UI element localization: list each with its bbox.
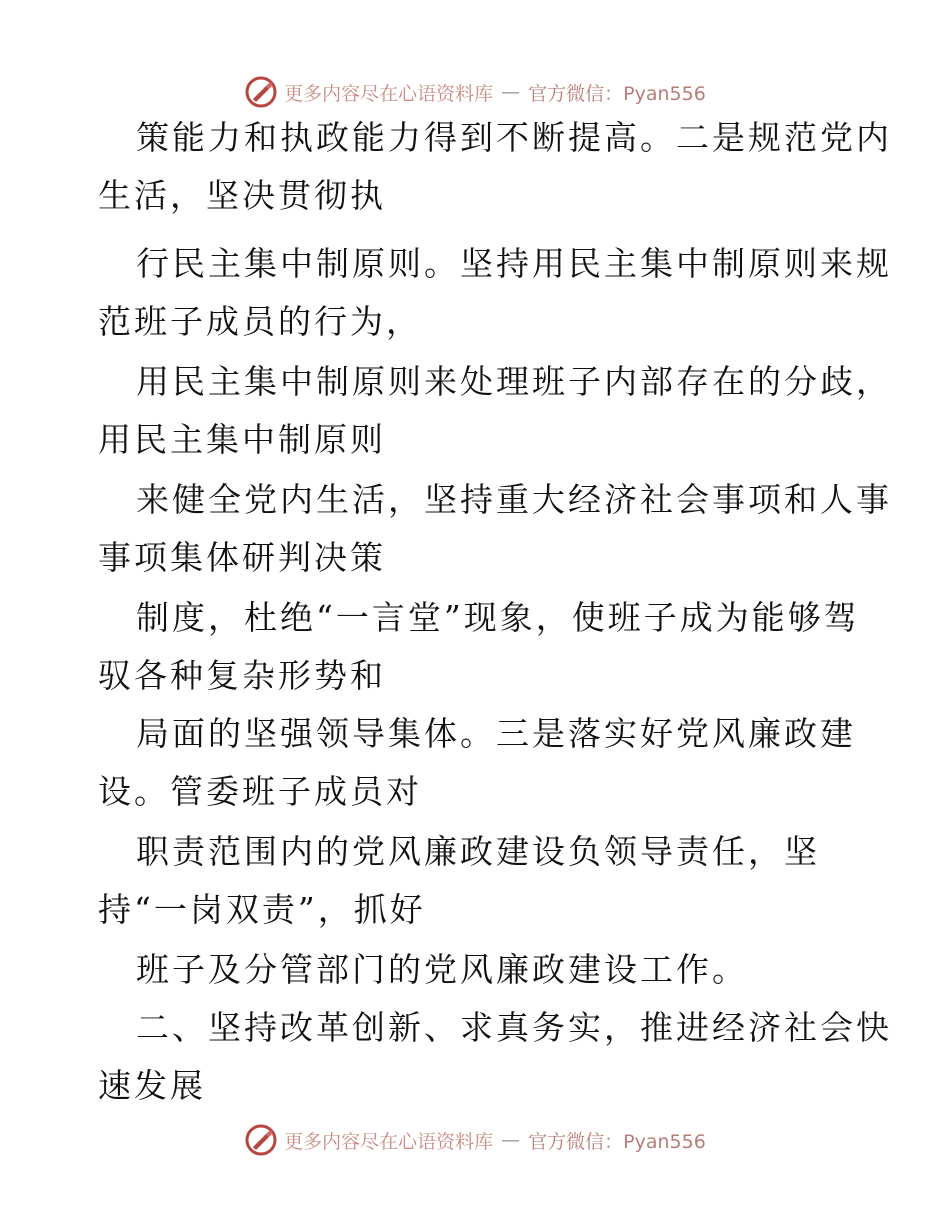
paragraph-5-line-1: 制度，杜绝“一言堂”现象，使班子成为能够驾 xyxy=(136,598,860,637)
header-watermark xyxy=(0,72,950,112)
watermark-left-text: 更多内容尽在心语资料库 xyxy=(284,82,494,105)
paragraph-3-line-2: 用民主集中制原则 xyxy=(98,420,386,459)
footer-watermark xyxy=(0,1120,950,1160)
pen-seal-icon xyxy=(244,1123,278,1157)
paragraph-7-line-2: 持“一岗双责”，抓好 xyxy=(98,890,426,929)
watermark-right-text: 官方微信：Pyan556 xyxy=(528,82,706,105)
watermark-right-text: 官方微信：Pyan556 xyxy=(528,1130,706,1153)
pen-seal-icon xyxy=(244,75,278,109)
paragraph-3-line-1: 用民主集中制原则来处理班子内部存在的分歧， xyxy=(136,362,892,401)
paragraph-5-line-2: 驭各种复杂形势和 xyxy=(98,656,386,695)
watermark-dash: — xyxy=(501,1129,521,1151)
paragraph-1-line-2: 生活，坚决贯彻执 xyxy=(98,176,386,215)
paragraph-6-line-1: 局面的坚强领导集体。三是落实好党风廉政建 xyxy=(136,714,856,753)
paragraph-4-line-1: 来健全党内生活，坚持重大经济社会事项和人事 xyxy=(136,480,892,519)
section-heading-line-1: 二、坚持改革创新、求真务实，推进经济社会快 xyxy=(136,1008,892,1047)
watermark-dash: — xyxy=(501,81,521,103)
paragraph-2-line-2: 范班子成员的行为， xyxy=(98,302,422,341)
section-heading-line-2: 速发展 xyxy=(98,1066,206,1105)
watermark-left-text: 更多内容尽在心语资料库 xyxy=(284,1130,494,1153)
paragraph-1-line-1: 策能力和执政能力得到不断提高。二是规范党内 xyxy=(136,118,892,157)
paragraph-2-line-1: 行民主集中制原则。坚持用民主集中制原则来规 xyxy=(136,244,892,283)
paragraph-8-line-1: 班子及分管部门的党风廉政建设工作。 xyxy=(136,950,748,989)
paragraph-4-line-2: 事项集体研判决策 xyxy=(98,538,386,577)
paragraph-6-line-2: 设。管委班子成员对 xyxy=(98,772,422,811)
paragraph-7-line-1: 职责范围内的党风廉政建设负领导责任，坚 xyxy=(136,832,820,871)
